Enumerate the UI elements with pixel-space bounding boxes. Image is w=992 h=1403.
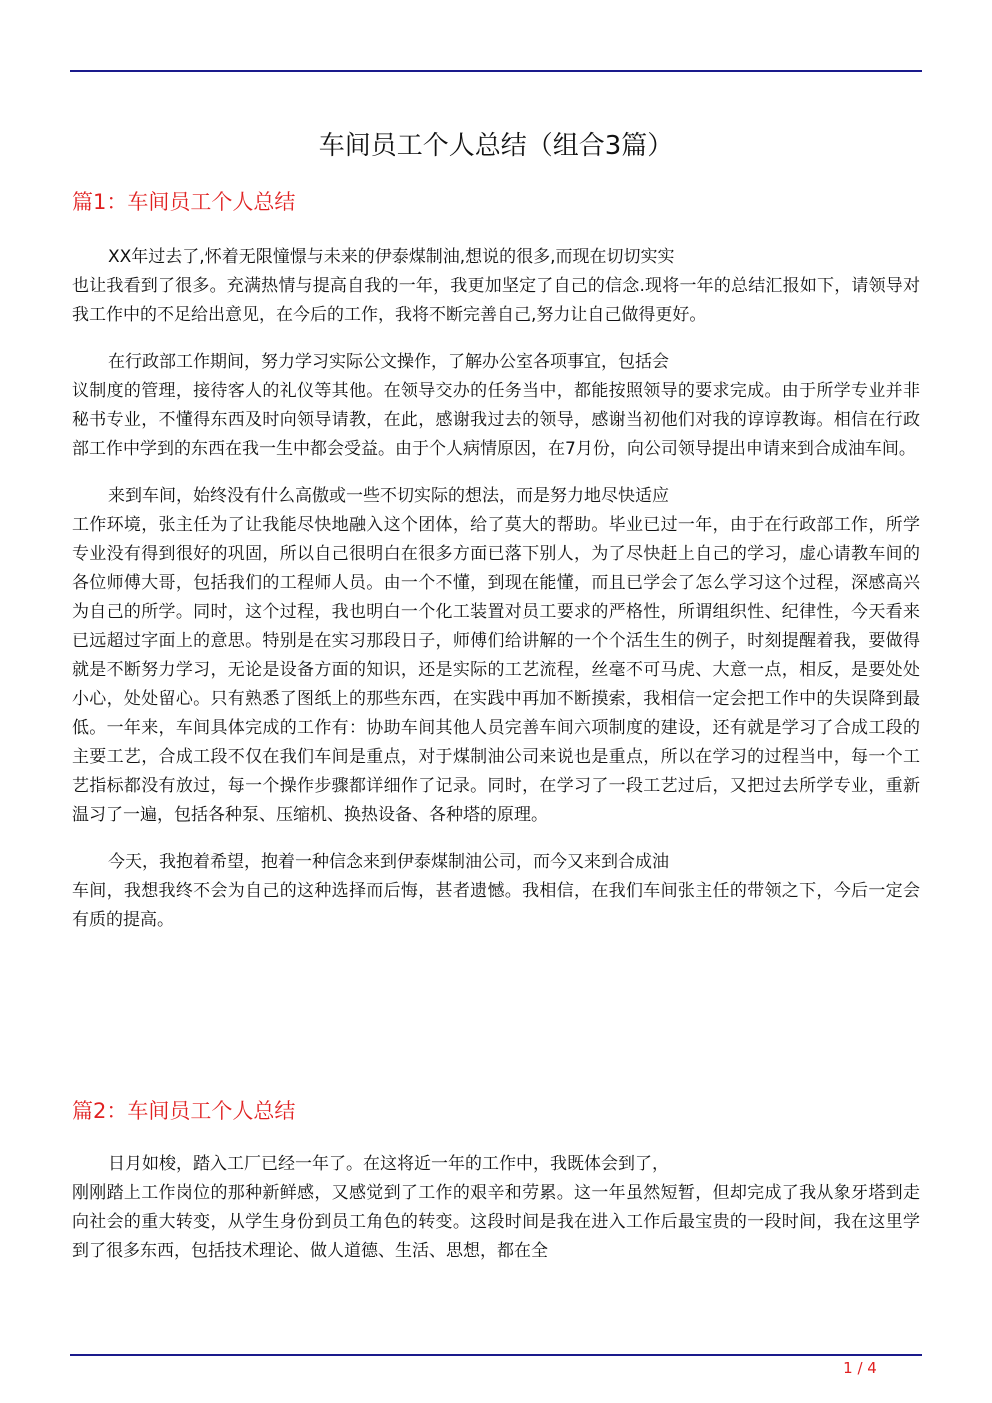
paragraph-first-line: XX年过去了,怀着无限憧憬与未来的伊泰煤制油,想说的很多,而现在切切实实 (108, 247, 675, 267)
paragraph-body: 车间，我想我终不会为自己的这种选择而后悔，甚者遗憾。我相信，在我们车间张主任的带领之下，今后一定会有质的提高。 (72, 881, 920, 930)
document-title: 车间员工个人总结（组合3篇） (318, 131, 674, 161)
paragraph-first-line: 在行政部工作期间，努力学习实际公文操作，了解办公室各项事宜，包括会 (108, 352, 669, 372)
paragraph-body: 工作环境，张主任为了让我能尽快地融入这个团体，给了莫大的帮助。毕业已过一年，由于在行政部工作，所学专业没有得到很好的巩固，所以自己很明白在很多方面已落下别人，为了尽快赶上自己的学习，虚心请教车间的各位师傅大哥，包括我们的工程师人员。由一个不懂，到现在能懂，而且已学会了怎么学习这个过程，深感高兴为自己的所学。同时，这个过程，我也明白一个化工装置对员工要求的严格性，所谓组织性、纪律性，今天看来已远超过字面上的意思。特别是在实习那段日子，师傅们给讲解的一个个活生生的例子，时刻提醒着我，要做得就是不断努力学习，无论是设备方面的知识，还是实际的工艺流程，丝毫不可马虎、大意一点，相反，是要处处小心，处处留心。只有熟悉了图纸上的那些东西，在实践中再加不断摸索，我相信一定会把工作中的失误降到最低。一年来，车间具体完成的工作有：协助车间其他人员完善车间六项制度的建设，还有就是学习了合成工段的主要工艺，合成工段不仅在我们车间是重点，对于煤制油公司来说也是重点，所以在学习的过程当中，每一个工艺指标都没有放过，每一个操作步骤都详细作了记录。同时，在学习了一段工艺过后，又把过去所学专业，重新温习了一遍，包括各种泵、压缩机、换热设备、各种塔的原理。 (72, 515, 920, 825)
header-rule (70, 70, 922, 72)
section-heading: 篇1：车间员工个人总结 (72, 190, 296, 214)
paragraph (72, 1150, 920, 1266)
paragraph-first-line: 来到车间，始终没有什么高傲或一些不切实际的想法，而是努力地尽快适应 (108, 486, 669, 506)
paragraph (72, 482, 920, 830)
paragraph-body: 议制度的管理，接待客人的礼仪等其他。在领导交办的任务当中，都能按照领导的要求完成。由于所学专业并非秘书专业，不懂得东西及时向领导请教，在此，感谢我过去的领导，感谢当初他们对我的谆谆教诲。相信在行政部工作中学到的东西在我一生中都会受益。由于个人病情原因，在7月份，向公司领导提出申请来到合成油车间。 (72, 381, 920, 459)
paragraph (72, 243, 920, 330)
paragraph-body: 也让我看到了很多。充满热情与提高自我的一年，我更加坚定了自己的信念.现将一年的总结汇报如下，请领导对我工作中的不足给出意见，在今后的工作，我将不断完善自己,努力让自己做得更好。 (72, 276, 920, 325)
footer-rule (70, 1354, 922, 1356)
paragraph-first-line: 今天，我抱着希望，抱着一种信念来到伊泰煤制油公司，而今又来到合成油 (108, 852, 669, 872)
paragraph-body: 刚刚踏上工作岗位的那种新鲜感，又感觉到了工作的艰辛和劳累。这一年虽然短暂，但却完成了我从象牙塔到走向社会的重大转变，从学生身份到员工角色的转变。这段时间是我在进入工作后最宝贵的一段时间，我在这里学到了很多东西，包括技术理论、做人道德、生活、思想，都在全 (72, 1183, 920, 1261)
paragraph-first-line: 日月如梭，踏入工厂已经一年了。在这将近一年的工作中，我既体会到了， (108, 1154, 669, 1174)
section-1 (72, 187, 920, 935)
page-number: 1 / 4 (843, 1359, 877, 1377)
section-2 (72, 1096, 920, 1266)
paragraph (72, 348, 920, 464)
section-heading: 篇2：车间员工个人总结 (72, 1099, 296, 1123)
paragraph (72, 848, 920, 935)
